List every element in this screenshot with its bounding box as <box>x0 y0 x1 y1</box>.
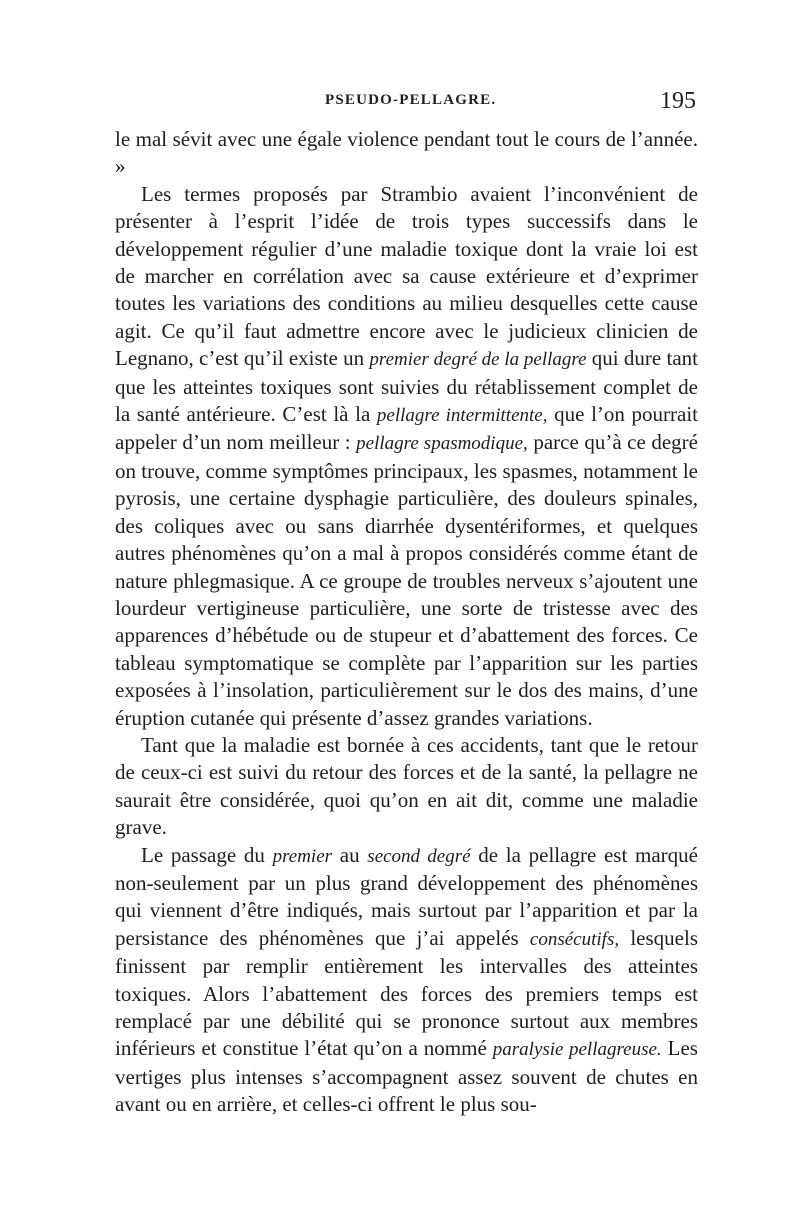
text-segment: parce qu’à ce degré on trouve, comme symptômes principaux, les spasmes, notamment le pyrosis, une certaine dysphagie particulière, des douleurs spinales, des coliques avec ou sans diarrhée dysentériformes, et quelques autres phénomènes qu’on a mal à propos considérés comme étant de nature phlegmasique. A ce groupe de troubles nerveux s’ajoutent une lourdeur vertigineuse particulière, une sorte de tristesse avec des apparences d’hébétude ou de stupeur et d’abattement des forces. Ce tableau symptomatique se complète par l’apparition sur les parties exposées à l’insolation, particulièrement sur le dos des mains, d’une éruption cutanée qui présente d’assez grandes variations. <box>115 430 698 730</box>
paragraph <box>115 842 698 1119</box>
italic-text: premier degré de la pellagre <box>369 349 587 371</box>
italic-text: consécutifs, <box>529 928 620 950</box>
running-title: PSEUDO-PELLAGRE. <box>325 92 497 108</box>
text-segment: Les vertiges plus intenses s’accompagnent assez souvent de chutes en avant ou en arrière, et celles-ci offrent le plus sou- <box>115 1036 698 1117</box>
body-text <box>115 126 698 1119</box>
paragraph <box>115 126 698 181</box>
book-page <box>115 88 699 1119</box>
page-number: 195 <box>660 88 696 114</box>
text-segment: que l’on pourrait appeler d’un nom meilleur : <box>115 402 699 455</box>
text-segment: Le passage du <box>141 842 273 867</box>
text-segment: qui dure tant que les atteintes toxiques sont suivies du rétablissement complet de la santé antérieure. C’est là la <box>115 346 698 427</box>
italic-text: pellagre intermittente, <box>376 405 548 427</box>
text-segment: lesquels finissent par remplir entièrement les intervalles des atteintes toxiques. Alors l’abattement des forces des premiers temps est remplacé par une débilité qui se prononce surtout aux membres inférieurs et constitue l’état qu’on a nommé <box>115 925 698 1061</box>
italic-text: second degré <box>367 845 471 867</box>
paragraph <box>115 181 698 732</box>
text-segment: Tant que la maladie est bornée à ces accidents, tant que le retour de ceux-ci est suivi du retour des forces et de la santé, la pellagre ne saurait être considérée, quoi qu’on en ait dit, comme une maladie grave. <box>115 732 698 840</box>
text-segment: Les termes proposés par Strambio avaient l’inconvénient de présenter à l’esprit l’idée de trois types successifs dans le développement régulier d’une maladie toxique dont la vraie loi est de marcher en corrélation avec sa cause extérieure et d’exprimer toutes les variations des conditions au milieu desquelles cette cause agit. Ce qu’il faut admettre encore avec le judicieux clinicien de Legnano, c’est qu’il existe un <box>115 181 698 371</box>
text-segment: le mal sévit avec une égale violence pendant tout le cours de l’année. » <box>115 127 698 179</box>
running-head <box>115 88 698 126</box>
italic-text: paralysie pellagreuse. <box>492 1039 662 1061</box>
paragraph <box>115 732 698 842</box>
text-segment: au <box>332 842 368 867</box>
text-segment: de la pellagre est marqué non-seulement par un plus grand développement des phénomènes qui viennent d’être indiqués, mais surtout par l’apparition et par la persistance des phénomènes que j’ai appelés <box>115 842 698 950</box>
italic-text: premier <box>272 845 333 867</box>
italic-text: pellagre spasmodique, <box>356 433 528 455</box>
